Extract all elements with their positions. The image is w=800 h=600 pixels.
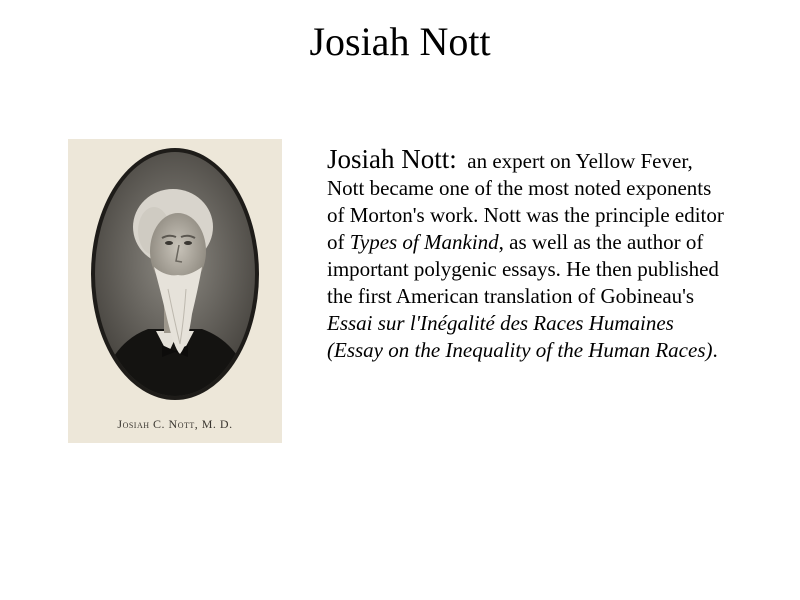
description-text-1: an expert on Yellow Fever, Nott became one of the most noted exponents of Morton's work. Nott was the principle editor of <box>327 149 724 254</box>
description-paragraph <box>327 146 727 364</box>
portrait-image <box>68 139 282 443</box>
lead-name: Josiah Nott: <box>327 144 457 174</box>
book-title-essai: Essai sur l'Inégalité des Races Humaines (Essay on the Inequality of the Human Races) <box>327 311 713 362</box>
description-text-3: . <box>712 338 718 362</box>
description-text-2: , as well as the author of important polygenic essays. He then published the first American translation of Gobineau's <box>327 230 719 308</box>
book-title-types-of-mankind: Types of Mankind <box>349 230 499 254</box>
portrait-photo <box>68 139 282 443</box>
portrait-caption: Josiah C. Nott, M. D. <box>117 417 233 431</box>
slide-title: Josiah Nott <box>309 19 491 64</box>
